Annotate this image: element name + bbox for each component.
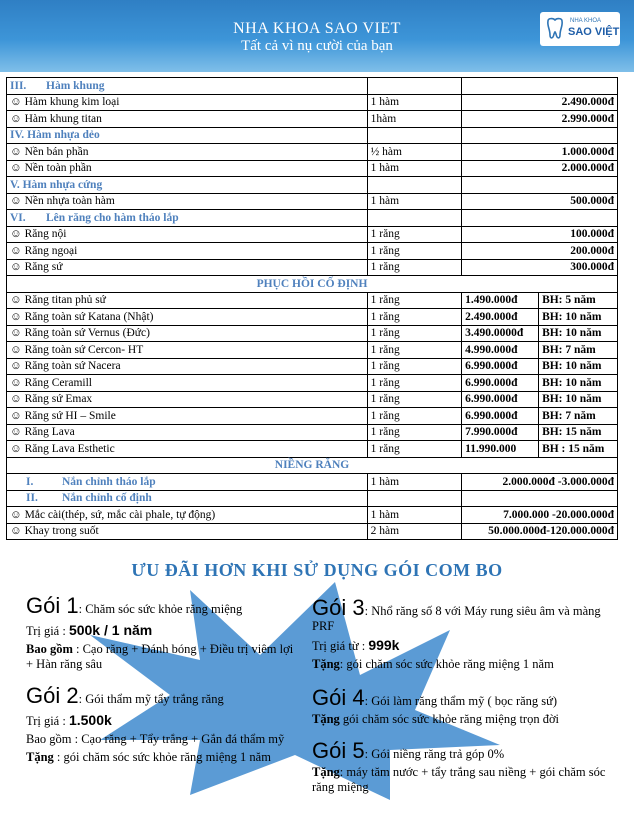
package-value: 1.500k <box>68 712 112 728</box>
package-desc: : Chăm sóc sức khỏe răng miệng <box>78 602 243 616</box>
service-unit: 1 răng <box>367 325 462 342</box>
section-number: V. <box>10 178 20 191</box>
clinic-logo <box>540 12 620 46</box>
service-price: 6.990.000đ <box>462 408 539 425</box>
value-label: Trị giá từ : <box>312 639 366 653</box>
service-unit: 1 răng <box>367 441 462 458</box>
warranty: BH: 10 năm <box>539 375 618 392</box>
table-row <box>7 358 618 375</box>
service-unit: 1 răng <box>367 259 462 276</box>
service-name: ☺ Răng toàn sứ Vernus (Đức) <box>7 325 368 342</box>
warranty: BH: 10 năm <box>539 358 618 375</box>
gift-text: : máy tăm nước + tẩy trắng sau niềng + gói chăm sóc răng miệng <box>312 765 606 794</box>
section-label: Lên răng cho hàm tháo lắp <box>46 211 179 224</box>
table-row <box>7 160 618 177</box>
table-row <box>7 193 618 210</box>
service-name: ☺ Nền nhựa toàn hàm <box>7 193 368 210</box>
service-name: ☺ Răng Lava <box>7 424 368 441</box>
table-row <box>7 375 618 392</box>
service-price: 2.000.000đ -3.000.000đ <box>462 474 618 491</box>
package-5 <box>312 738 622 795</box>
table-row <box>7 111 618 128</box>
service-price: 6.990.000đ <box>462 391 539 408</box>
section-label: Nắn chỉnh tháo lắp <box>62 475 156 488</box>
logo-small-text: NHA KHOA <box>570 18 602 24</box>
package-4 <box>312 685 622 727</box>
service-unit: 2 hàm <box>367 523 462 540</box>
includes-label: Bao gồm <box>26 642 73 656</box>
service-name: ☺ Răng sứ Emax <box>7 391 368 408</box>
package-1 <box>26 593 296 672</box>
table-row <box>7 507 618 524</box>
service-price: 100.000đ <box>462 226 618 243</box>
service-name: ☺ Nền toàn phần <box>7 160 368 177</box>
service-unit: 1 răng <box>367 358 462 375</box>
section-number: I. <box>26 475 34 488</box>
package-3 <box>312 595 612 672</box>
braces-heading: NIỀNG RĂNG <box>7 457 618 474</box>
table-row <box>7 342 618 359</box>
warranty: BH: 15 năm <box>539 424 618 441</box>
service-unit: 1 răng <box>367 226 462 243</box>
service-name: ☺ Răng toàn sứ Nacera <box>7 358 368 375</box>
section-number: III. <box>10 79 27 92</box>
includes-text: : Cạo răng + Tẩy trắng + Gắn đá thẩm mỹ <box>71 732 285 746</box>
section-row <box>7 177 618 194</box>
combo-title: ƯU ĐÃI HƠN KHI SỬ DỤNG GÓI COM BO <box>131 560 503 580</box>
service-price: 7.000.000 -20.000.000đ <box>462 507 618 524</box>
service-price: 1.000.000đ <box>462 144 618 161</box>
service-unit: 1 hàm <box>367 507 462 524</box>
section-row <box>7 127 618 144</box>
gift-label: Tặng <box>26 750 54 764</box>
section-label: Hàm nhựa cứng <box>22 178 103 191</box>
gift-label: Tặng <box>312 765 340 779</box>
section-label: Hàm nhựa dẻo <box>27 129 100 142</box>
table-row <box>7 391 618 408</box>
gift-text: : gói chăm sóc sức khỏe răng miệng 1 năm <box>339 657 554 671</box>
warranty: BH: 5 năm <box>539 292 618 309</box>
service-unit: 1 hàm <box>367 193 462 210</box>
package-desc: : Gói niềng răng trả góp 0% <box>364 747 505 761</box>
table-row <box>7 441 618 458</box>
section-number: II. <box>26 492 38 505</box>
package-2 <box>26 683 308 765</box>
service-unit: 1 răng <box>367 391 462 408</box>
table-row <box>7 259 618 276</box>
gift-label: Tặng <box>312 657 340 671</box>
service-price: 500.000đ <box>462 193 618 210</box>
service-price: 2.490.000đ <box>462 94 618 111</box>
gift-text: gói chăm sóc sức khỏe răng miệng trọn đời <box>339 712 560 726</box>
tooth-logo-icon <box>545 17 565 41</box>
package-desc: : Gói làm răng thẩm mỹ ( bọc răng sứ) <box>364 694 558 708</box>
section-row <box>7 210 618 227</box>
service-name: ☺ Răng Ceramill <box>7 375 368 392</box>
gift-label: Tặng <box>312 712 340 726</box>
service-name: ☺ Hàm khung titan <box>7 111 368 128</box>
package-value: 500k / 1 năm <box>68 622 153 638</box>
service-unit: 1 răng <box>367 342 462 359</box>
price-table <box>6 77 618 540</box>
section-label: Hàm khung <box>46 79 105 92</box>
warranty: BH : 15 năm <box>539 441 618 458</box>
service-name: ☺ Răng nội <box>7 226 368 243</box>
section-row <box>7 78 618 95</box>
package-value: 999k <box>368 637 400 653</box>
section-row <box>7 276 618 293</box>
service-name: ☺ Răng toàn sứ Cercon- HT <box>7 342 368 359</box>
service-price: 50.000.000đ-120.000.000đ <box>462 523 618 540</box>
service-price: 2.490.000đ <box>462 309 539 326</box>
package-title: Gói 4 <box>312 685 365 710</box>
service-name: ☺ Răng ngoại <box>7 243 368 260</box>
service-unit: 1 răng <box>367 375 462 392</box>
section-row <box>7 474 618 491</box>
service-name: ☺ Răng toàn sứ Katana (Nhật) <box>7 309 368 326</box>
service-unit: 1hàm <box>367 111 462 128</box>
service-name: ☺ Răng sứ <box>7 259 368 276</box>
service-name: ☺ Mắc cài(thép, sứ, mắc cài phale, tự động) <box>7 507 368 524</box>
section-row <box>7 457 618 474</box>
package-desc: : Nhổ răng số 8 với Máy rung siêu âm và màng PRF <box>312 604 601 633</box>
fixed-restoration-rows <box>7 292 618 457</box>
table-row <box>7 243 618 260</box>
table-row <box>7 424 618 441</box>
table-row <box>7 144 618 161</box>
table-row <box>7 309 618 326</box>
service-unit: 1 răng <box>367 408 462 425</box>
warranty: BH: 7 năm <box>539 342 618 359</box>
package-title: Gói 2 <box>26 683 79 708</box>
service-unit: 1 hàm <box>367 160 462 177</box>
package-title: Gói 3 <box>312 595 365 620</box>
service-price: 3.490.0000đ <box>462 325 539 342</box>
service-name: ☺ Răng Lava Esthetic <box>7 441 368 458</box>
service-price: 4.990.000đ <box>462 342 539 359</box>
section-row <box>7 490 618 507</box>
package-desc: : Gói thẩm mỹ tẩy trắng răng <box>78 692 224 706</box>
service-name: ☺ Hàm khung kim loại <box>7 94 368 111</box>
service-price: 200.000đ <box>462 243 618 260</box>
section-number: IV. <box>10 129 25 142</box>
service-name: ☺ Răng titan phủ sứ <box>7 292 368 309</box>
clinic-name: NHA KHOA SAO VIET <box>233 20 401 37</box>
service-price: 6.990.000đ <box>462 375 539 392</box>
section-label: Nắn chỉnh cố định <box>62 492 152 505</box>
service-unit: 1 răng <box>367 424 462 441</box>
service-name: ☺ Khay trong suốt <box>7 523 368 540</box>
service-price: 7.990.000đ <box>462 424 539 441</box>
section-number: VI. <box>10 211 26 224</box>
service-price: 2.000.000đ <box>462 160 618 177</box>
includes-text: : Cạo răng + Đánh bóng + Điều trị viêm lợi + Hàn răng sâu <box>26 642 294 671</box>
table-row <box>7 226 618 243</box>
value-label: Trị giá : <box>26 714 66 728</box>
table-row <box>7 94 618 111</box>
service-price: 6.990.000đ <box>462 358 539 375</box>
logo-brand-text: SAO VIỆT <box>568 26 620 38</box>
table-row <box>7 292 618 309</box>
service-price: 11.990.000 <box>462 441 539 458</box>
includes-label: Bao gồm <box>26 732 72 746</box>
service-unit: 1 hàm <box>367 94 462 111</box>
service-unit: ½ hàm <box>367 144 462 161</box>
service-unit: 1 răng <box>367 292 462 309</box>
table-row <box>7 408 618 425</box>
value-label: Trị giá : <box>26 624 66 638</box>
service-price: 1.490.000đ <box>462 292 539 309</box>
service-price: 2.990.000đ <box>462 111 618 128</box>
warranty: BH: 10 năm <box>539 391 618 408</box>
fixed-restoration-heading: PHỤC HỒI CỐ ĐỊNH <box>7 276 618 293</box>
gift-text: : gói chăm sóc sức khỏe răng miệng 1 năm <box>53 750 271 764</box>
header-banner <box>0 0 634 72</box>
service-price: 300.000đ <box>462 259 618 276</box>
service-name: ☺ Nền bán phần <box>7 144 368 161</box>
warranty: BH: 7 năm <box>539 408 618 425</box>
clinic-slogan: Tất cả vì nụ cười của bạn <box>241 38 393 54</box>
table-row <box>7 523 618 540</box>
warranty: BH: 10 năm <box>539 309 618 326</box>
service-name: ☺ Răng sứ HI – Smile <box>7 408 368 425</box>
warranty: BH: 10 năm <box>539 325 618 342</box>
service-unit: 1 răng <box>367 309 462 326</box>
package-title: Gói 1 <box>26 593 79 618</box>
service-unit: 1 hàm <box>367 474 462 491</box>
package-title: Gói 5 <box>312 738 365 763</box>
table-row <box>7 325 618 342</box>
service-unit: 1 răng <box>367 243 462 260</box>
